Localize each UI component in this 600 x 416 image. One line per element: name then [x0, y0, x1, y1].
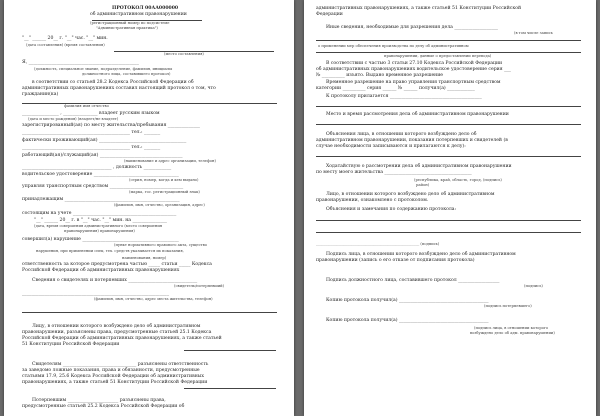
right-line-0: административных правонарушениях, а также статьей 51 Конституции Российской	[316, 6, 522, 11]
right-line-19: район)	[416, 183, 430, 187]
official-caption-2: должностного лица, составившего протокол)	[82, 72, 171, 76]
right-line-3: (в том числе запись	[514, 31, 553, 35]
body-line-2: административных правонарушениях составил настоящий протокол о том, что	[22, 86, 216, 91]
right-line-6: В соответствии с частью 3 статьи 27.10 Кодекса Российской Федерации	[326, 61, 503, 66]
name-captions: фамилия имя отчество	[64, 104, 109, 108]
field-12: (марка, гос. регистрационный знак)	[129, 190, 200, 194]
document-page-left	[4, 0, 294, 416]
document-page-right	[304, 0, 596, 416]
field-2: зарегистрированный(ая) по месту жительства/пребывания ______________	[22, 123, 200, 128]
field-18: правонарушения) правонарушения)	[64, 229, 135, 233]
field-8: _______________________________________ , должность ____________	[22, 165, 172, 170]
field-6: работающий(ая)/служащий(ая) ____________________________________	[22, 153, 183, 158]
official-line: Я, ________________________________________________	[22, 60, 139, 65]
protocol-title: ПРОТОКОЛ 00АА000000	[112, 6, 179, 11]
right-line-10: категории __________ серия ______ № ______ получил(а) ____________	[316, 86, 475, 91]
right-line-23: ________________________________________________________ (подпись)	[316, 242, 440, 246]
right-line-5: правонарушении, данные о предоставлении перевода)	[384, 54, 492, 58]
protocol-subtitle: об административном правонарушении	[90, 12, 187, 17]
rights-line-2: правонарушении, разъяснены права, предусмотренные статьей 25.1 Кодекса	[22, 330, 212, 335]
witness-line-2: за заведомо ложные показания, права и обязанности, предусмотренные	[22, 368, 200, 373]
right-line-27: (подпись)	[524, 284, 543, 288]
right-line-12: Место и время рассмотрения дела об административном правонарушении	[326, 112, 509, 117]
field-20: (пункт нормативного правового акта, существо	[114, 243, 207, 247]
victim-line-1: Потерпевшим ______________________ разъяснены права,	[32, 398, 166, 403]
victim-line-2: предусмотренные статьей 25.2 Кодекса Российской Федерации об	[22, 404, 185, 409]
field-13: принадлежащим __________________________________________________	[22, 197, 180, 202]
date-line: "__" ______ 20__ г. "__" час. "__" мин.	[22, 36, 108, 41]
field-16: "__" ______ 20__ г. в "__" час. "__" мин. на _______________	[34, 218, 167, 223]
right-line-26: Подпись должностного лица, составившего протокол __________________	[326, 278, 500, 283]
field-0: ________________ , _______________ владеет русским языком	[22, 111, 160, 116]
right-line-17: по месту моего жительства ______________________________________	[316, 170, 472, 175]
field-25: Сведения о свидетелях и потерпевших ______________________________	[32, 278, 198, 283]
rights-line-1: Лицу, в отношении которого возбуждено дело об административном	[32, 324, 201, 329]
rights-line-3: Российской Федерации об административных правонарушениях, а также статьей	[22, 336, 222, 341]
right-line-1: Федерации	[316, 12, 343, 17]
witness-line-3: статьями 17.9, 25.6 Кодекса Российской Федерации об административных	[22, 374, 204, 379]
field-14: (фамилия, имя, отчество, организация, адрес)	[114, 203, 205, 207]
body-line-3: гражданин(ка)	[22, 92, 59, 97]
right-line-2: Иные сведения, необходимые для разрешения дела ___________________	[326, 25, 498, 30]
field-28: (фамилия, имя, отчество, адрес места жительства, телефон)	[94, 297, 213, 301]
right-line-13: Объяснения лица, в отношении которого возбуждено дело об	[326, 132, 477, 137]
right-line-15: случае необходимости записываются и прилагаются к делу):	[316, 144, 466, 149]
right-line-20: Лицо, в отношении которого возбуждено дело об административном	[326, 192, 495, 197]
field-24: Российской Федерации об административных правонарушениях	[22, 268, 180, 273]
right-line-24: Подпись лица, в отношении которого возбуждено дело об административном	[326, 252, 516, 257]
reg-number-caption-2: "Административная практика")	[96, 26, 158, 30]
field-27: ________________________________________________________________	[22, 291, 169, 296]
field-17: (дата, время совершения административного (место совершения	[34, 224, 163, 228]
field-1: (дата и место рождения) (владеет/не владеет)	[28, 117, 119, 121]
body-line-1: в соответствии со статьей 28.2 Кодекса Российской Федерации об	[32, 80, 194, 85]
right-line-29: (подпись потерпевшего)	[484, 304, 532, 308]
field-9: водительское удостоверение _____________________________________	[22, 172, 179, 177]
witness-line-1: Свидетелям ________________________________ разъяснены ответственность	[32, 362, 209, 367]
right-line-11: К протоколу прилагается ________________________________________	[326, 94, 482, 99]
right-line-25: правонарушении (запись о его отказе от подписания протокола)	[316, 258, 475, 263]
date-caption: (дата составления) (время составления)	[26, 43, 105, 47]
official-caption-1: (должность, специальное звание, подразделение, фамилия, инициалы	[34, 67, 173, 71]
right-line-9: Временное разрешение на право управления транспортным средством	[326, 80, 501, 85]
right-line-16: Ходатайствую о рассмотрении дела об административном правонарушении	[326, 164, 512, 169]
right-line-14: административном правонарушении, показания потерпевших и свидетелей (в	[316, 138, 508, 143]
right-line-32: возбуждено дело об адм. правонарушении)	[470, 331, 555, 335]
witness-line-4: правонарушениях, а также статьей 51 Конституции Российской Федерации	[22, 380, 208, 385]
right-line-21: правонарушении, ознакомлено с протоколом.	[316, 198, 429, 203]
field-11: управляя транспортным средством ________________________________	[22, 184, 184, 189]
right-line-22: Объяснения и замечания по содержанию протокола:	[326, 207, 457, 212]
field-19: совершил(а) нарушение __________________________________________	[22, 237, 179, 242]
field-7: (наименование и адрес организации, телефон)	[124, 159, 216, 163]
field-22: наименования, номер)	[122, 256, 167, 260]
place-caption: (место составления)	[164, 52, 204, 56]
right-line-31: (подпись лица, в отношении которого	[474, 326, 549, 330]
right-line-30: Копию протокола получил(а) _______________________________________	[326, 318, 489, 323]
field-15: состоящим на учете _____________________________________________	[22, 211, 177, 216]
rights-line-4: 51 Конституции Российской Федерации	[22, 342, 120, 347]
field-23: ответственность за которое предусмотрена частью _____ статьи _____ Кодекса	[22, 262, 212, 267]
right-line-28: Копию протокола получил(а) _______________________________________	[326, 298, 489, 303]
field-4: фактически проживающий(ая) ______________________________________	[22, 138, 187, 143]
field-10: (серия, номер, когда и кем выдано)	[129, 178, 199, 182]
field-3: _______________________________________________ тел.: _______	[22, 130, 161, 135]
right-line-8: № __________ изъято. Выдано временное разрешение	[316, 73, 444, 78]
field-5: _______________________________________________ тел.: _______	[22, 145, 161, 150]
right-line-18: (республика, край, область, город, (подпись)	[414, 178, 502, 182]
right-line-4: о применении мер обеспечения производства по делу об административном	[318, 44, 469, 48]
field-26: (свидетель/потерпевший)	[174, 284, 225, 288]
field-21: нарушения, при применении спец. тех. средств указывается их показания,	[36, 249, 184, 253]
reg-number-caption: (регистрационный номер по подсистеме	[90, 21, 170, 25]
right-line-7: об административных правонарушениях водительское удостоверение серия ___	[316, 67, 511, 72]
